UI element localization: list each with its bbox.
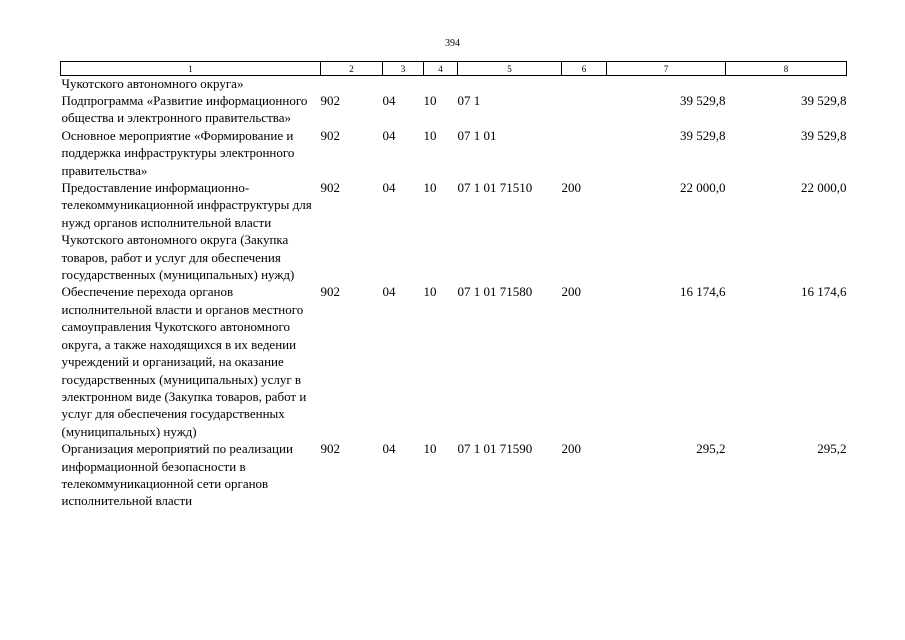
table-row (61, 440, 847, 510)
budget-table (60, 61, 847, 510)
row-subsection-code: 10 (423, 127, 437, 143)
row-expense-type (562, 92, 607, 127)
row-subsection-code: 10 (423, 180, 437, 196)
row-section-code: 04 (382, 441, 396, 457)
row-name: Подпрограмма «Развитие информационного общества и электронного правительства» (61, 93, 308, 126)
row-amount-1: 16 174,6 (680, 284, 726, 300)
row-target-code: 07 1 01 71590 (457, 441, 533, 457)
row-ministry-code: 902 (320, 127, 340, 143)
row-section-code: 04 (382, 93, 396, 108)
column-header-2: 2 (321, 62, 383, 76)
column-header-8: 8 (726, 62, 847, 76)
column-header-7: 7 (607, 62, 726, 76)
continuation-text: Чукотского автономного округа» (61, 76, 244, 91)
row-amount-1: 39 529,8 (680, 93, 726, 108)
row-subsection-code: 10 (423, 441, 437, 457)
row-name: Обеспечение перехода органов исполнительной власти и органов местного самоуправления Чукотского автономного округа, а также находящихся в их ведении учреждений и организаций, на оказание государственных (муниципальных) услуг в электронном виде (Закупка товаров, работ и услуг для обеспечения государственных (муниципальных) нужд) (61, 284, 307, 439)
row-ministry-code: 902 (320, 93, 340, 108)
column-header-5: 5 (458, 62, 562, 76)
row-amount-2: 16 174,6 (801, 284, 847, 300)
row-expense-type: 200 (561, 441, 581, 457)
table-row (61, 179, 847, 283)
column-header-3: 3 (383, 62, 424, 76)
column-header-1: 1 (61, 62, 321, 76)
table-row (61, 92, 847, 127)
column-header-4: 4 (424, 62, 458, 76)
table-header (61, 62, 847, 76)
row-amount-2: 39 529,8 (801, 93, 847, 108)
row-amount-2: 295,2 (817, 441, 847, 457)
row-target-code: 07 1 01 71580 (457, 284, 533, 300)
row-expense-type: 200 (561, 180, 581, 196)
row-subsection-code: 10 (423, 284, 437, 300)
row-expense-type (562, 127, 607, 179)
row-subsection-code: 10 (423, 93, 437, 108)
row-name: Основное мероприятие «Формирование и поддержка инфраструктуры электронного правительства» (61, 127, 295, 178)
row-ministry-code: 902 (320, 441, 340, 457)
row-amount-2: 39 529,8 (801, 127, 847, 143)
row-name: Организация мероприятий по реализации информационной безопасности в телекоммуникационной сети органов исполнительной власти (61, 441, 293, 509)
row-section-code: 04 (382, 127, 396, 143)
row-amount-2: 22 000,0 (801, 180, 847, 196)
row-amount-1: 22 000,0 (680, 180, 726, 196)
row-section-code: 04 (382, 284, 396, 300)
page-number: 394 (445, 38, 460, 49)
row-ministry-code: 902 (320, 180, 340, 196)
row-expense-type: 200 (561, 284, 581, 300)
table-row-continuation (61, 76, 847, 93)
row-amount-1: 39 529,8 (680, 127, 726, 143)
row-name: Предоставление информационно-телекоммуникационной инфраструктуры для нужд органов исполнительной власти Чукотского автономного округа (Закупка товаров, работ и услуг для обеспечения государственных (муниципальных) нужд) (61, 180, 312, 283)
row-target-code: 07 1 (457, 93, 481, 108)
table-row (61, 127, 847, 179)
row-target-code: 07 1 01 (457, 127, 497, 143)
row-section-code: 04 (382, 180, 396, 196)
table-row (61, 283, 847, 440)
row-target-code: 07 1 01 71510 (457, 180, 533, 196)
column-header-6: 6 (562, 62, 607, 76)
row-ministry-code: 902 (320, 284, 340, 300)
row-amount-1: 295,2 (696, 441, 726, 457)
